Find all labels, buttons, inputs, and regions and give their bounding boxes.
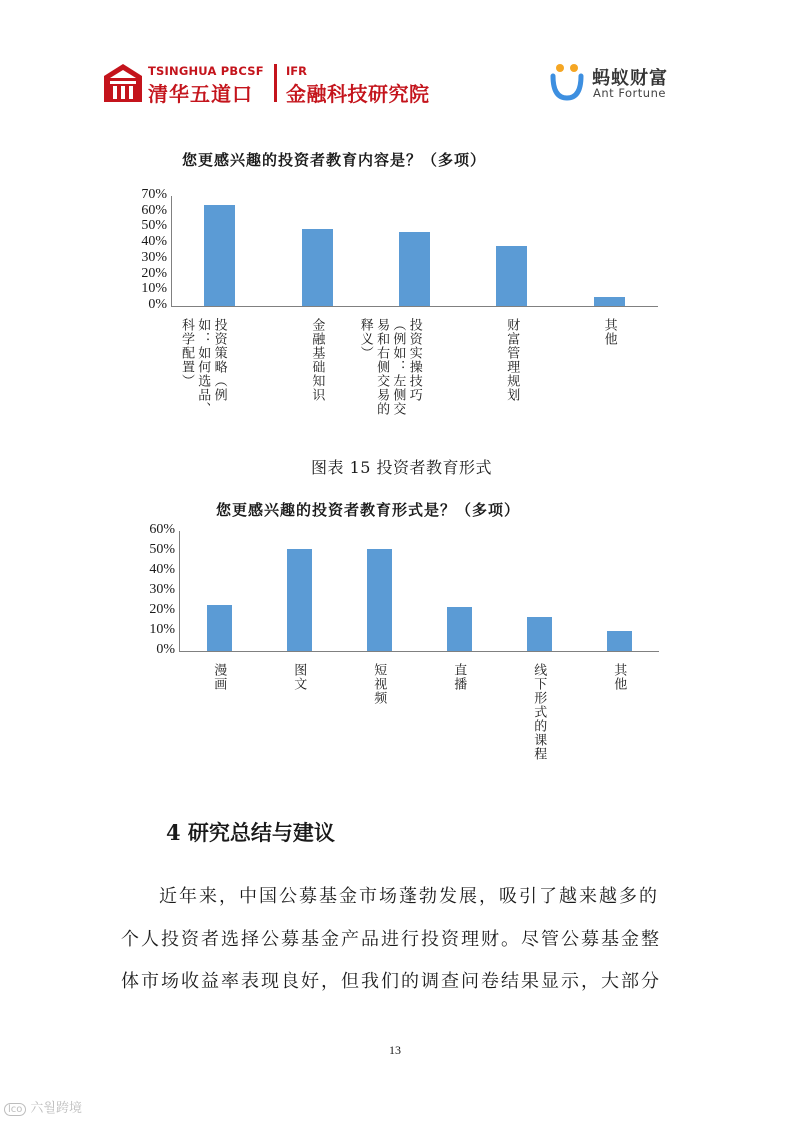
category-label (611, 663, 625, 691)
tsinghua-cn-text: 清华五道口 (148, 82, 253, 106)
ant-fortune-cn-text: 蚂蚁财富 (592, 68, 668, 89)
category-label (531, 663, 545, 761)
y-tick-label: 40% (141, 234, 167, 250)
category-label-column: 其他 (611, 663, 627, 691)
tsinghua-en-text: TSINGHUA PBCSF (148, 64, 264, 78)
ifr-cn-text: 金融科技研究院 (286, 82, 430, 106)
y-tick-label: 50% (141, 218, 167, 234)
y-tick-label: 0% (156, 642, 175, 657)
y-tick-label: 40% (149, 562, 175, 577)
category-label (211, 663, 225, 691)
y-tick-label: 20% (149, 602, 175, 617)
category-label (451, 663, 465, 691)
ant-fortune-logo (548, 62, 698, 106)
tsinghua-emblem-icon (102, 62, 144, 104)
section-heading: 4 研究总结与建议 (166, 820, 335, 845)
category-label-column: 漫画 (211, 663, 227, 691)
chart-form-title: 您更感兴趣的投资者教育形式是？（多项） (216, 501, 521, 519)
category-label-column: 投资策略（例 (211, 318, 227, 402)
ant-fortune-en-text: Ant Fortune (593, 86, 666, 100)
category-label-column: 短视频 (371, 663, 387, 705)
y-tick-label: 50% (149, 542, 175, 557)
bar (447, 607, 472, 651)
y-tick-label: 70% (141, 187, 167, 202)
paragraph-line-3: 体市场收益率表现良好，但我们的调查问卷结果显示，大部分 (121, 971, 661, 992)
category-label-column: 科学配置） (178, 318, 194, 388)
y-tick-label: 10% (141, 281, 167, 297)
bar (207, 605, 232, 651)
bar (607, 631, 632, 651)
ant-fortune-icon (548, 62, 586, 102)
bar (399, 232, 430, 306)
y-tick-label: 60% (141, 202, 167, 218)
page-number: 13 (389, 1043, 401, 1057)
bar (527, 617, 552, 651)
chart-content-x-axis (171, 306, 658, 307)
category-label-column: 财富管理规划 (504, 318, 520, 402)
chart-content-y-axis (171, 196, 172, 307)
y-tick-label: 30% (141, 249, 167, 265)
bar (204, 205, 235, 306)
category-label-column: 易和右侧交易的 (374, 318, 390, 416)
chart-content-title: 您更感兴趣的投资者教育内容是？（多项） (182, 151, 487, 169)
category-label-column: 释义） (357, 318, 373, 360)
category-label (358, 318, 421, 416)
y-tick-label: 10% (149, 622, 175, 637)
ifr-en-text: IFR (286, 64, 307, 78)
y-tick-label: 20% (141, 265, 167, 281)
category-label-column: （例如：左侧交 (390, 318, 406, 416)
watermark-badge: lco (4, 1103, 26, 1116)
y-tick-label: 0% (148, 297, 167, 312)
chart-form-x-axis (179, 651, 659, 652)
y-tick-label: 30% (149, 582, 175, 597)
category-label (309, 318, 323, 402)
category-label-column: 图文 (291, 663, 307, 691)
bar (287, 549, 312, 651)
watermark (4, 1097, 82, 1116)
category-label (601, 318, 615, 346)
bar (594, 297, 625, 306)
bar (367, 549, 392, 651)
figure-caption: 图表 15 投资者教育形式 (311, 458, 493, 477)
category-label (179, 318, 226, 416)
tsinghua-ifr-logo (102, 62, 442, 110)
category-label (371, 663, 385, 705)
category-label-column: 金融基础知识 (309, 318, 325, 402)
paragraph-line-1: 近年来，中国公募基金市场蓬勃发展，吸引了越来越多的 (159, 886, 659, 907)
category-label-column: 直播 (451, 663, 467, 691)
paragraph-line-2: 个人投资者选择公募基金产品进行投资理财。尽管公募基金整 (121, 929, 661, 950)
logo-divider (274, 64, 277, 102)
category-label-column: 线下形式的课程 (531, 663, 547, 761)
category-label-column: 如：如何选品、 (195, 318, 211, 416)
category-label (504, 318, 518, 402)
watermark-text: 六월跨境 (30, 1101, 82, 1116)
chart-form-y-axis (179, 531, 180, 652)
bar (302, 229, 333, 306)
category-label-column: 投资实操技巧 (406, 318, 422, 402)
category-label-column: 其他 (601, 318, 617, 346)
bar (496, 246, 527, 306)
category-label (291, 663, 305, 691)
y-tick-label: 60% (149, 522, 175, 537)
